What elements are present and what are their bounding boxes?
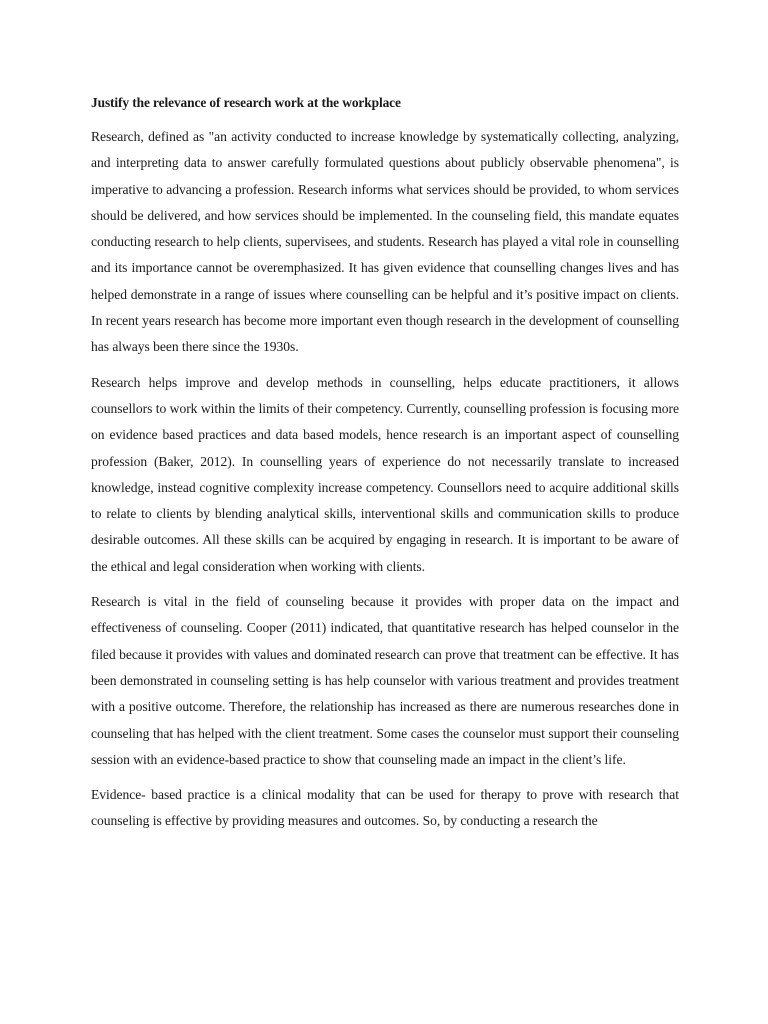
paragraph-4: Evidence- based practice is a clinical modality that can be used for therapy to prove with research that counseling is effective by providing measures and outcomes. So, by conducting a research the	[91, 787, 679, 829]
paragraph-3: Research is vital in the field of counseling because it provides with proper data on the impact and effectiveness of counseling. Cooper (2011) indicated, that quantitative research has helped counselor in the filed because it provides with values and dominated research can prove that treatment can be effective. It has been demonstrated in counseling setting is has help counselor with various treatment and provides treatment with a positive outcome. Therefore, the relationship has increased as there are numerous researches done in counseling that has helped with the client treatment. Some cases the counselor must support their counseling session with an evidence-based practice to show that counseling made an impact in the client’s life.	[91, 594, 679, 767]
paragraph-2: Research helps improve and develop methods in counselling, helps educate practitioners, it allows counsellors to work within the limits of their competency. Currently, counselling profession is focusing more on evidence based practices and data based models, hence research is an important aspect of counselling profession (Baker, 2012). In counselling years of experience do not necessarily translate to increased knowledge, instead cognitive complexity increase competency. Counsellors need to acquire additional skills to relate to clients by blending analytical skills, interventional skills and communication skills to produce desirable outcomes. All these skills can be acquired by engaging in research. It is important to be aware of the ethical and legal consideration when working with clients.	[91, 374, 679, 574]
document-title: Justify the relevance of research work at the workplace	[91, 95, 401, 110]
paragraph-1: Research, defined as "an activity conducted to increase knowledge by systematically collecting, analyzing, and interpreting data to answer carefully formulated questions about publicly observable phenomena", is imperative to advancing a profession. Research informs what services should be provided, to whom services should be delivered, and how services should be implemented. In the counseling field, this mandate equates conducting research to help clients, supervisees, and students. Research has played a vital role in counselling and its importance cannot be overemphasized. It has given evidence that counselling changes lives and has helped demonstrate in a range of issues where counselling can be helpful and it’s positive impact on clients. In recent years research has become more important even though research in the development of counselling has always been there since the 1930s.	[91, 129, 679, 355]
document-page	[91, 93, 679, 835]
